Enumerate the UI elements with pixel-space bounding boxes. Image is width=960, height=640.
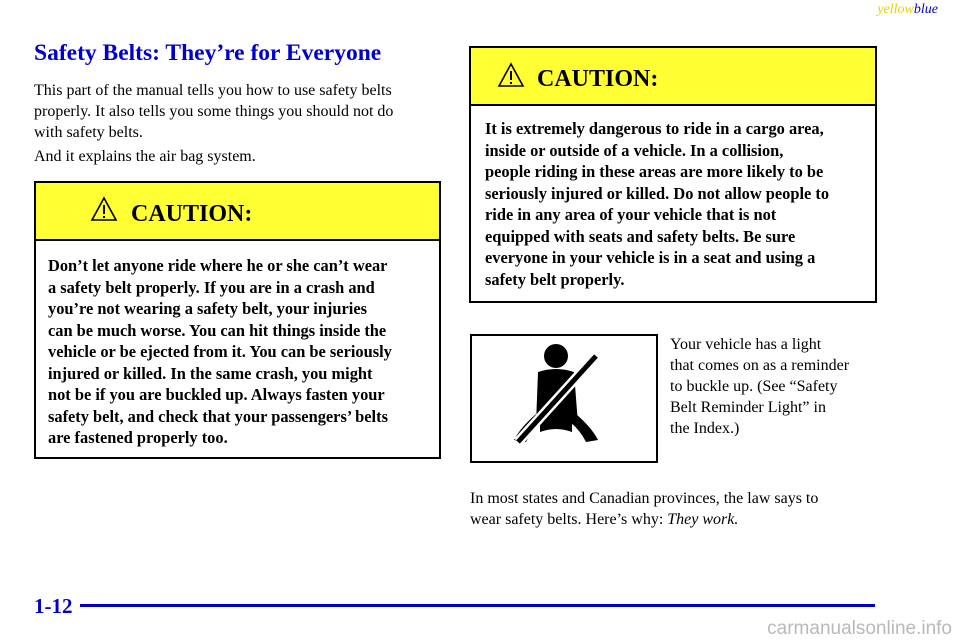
caution-text: It is extremely dangerous to ride in a cargo area, inside or outside of a vehicle. In a collision, people riding in these areas are more likely to be seriously injured or killed. Do not allow people to ride in any area of your vehicle that is not equipped with seats and safety belts. Be sure everyone in your vehicle is in a seat and using a safety belt properly. — [485, 119, 830, 289]
intro-line: with safety belts. — [34, 124, 143, 141]
law-line: wear safety belts. Here’s why: — [470, 511, 668, 528]
intro-line: properly. It also tells you some things you should not do — [34, 103, 394, 120]
law-paragraph — [470, 488, 818, 530]
caution-box-right — [469, 46, 877, 303]
seatbelt-reminder-figure — [470, 334, 658, 463]
warning-triangle-icon — [90, 196, 118, 222]
caution-heading: CAUTION: — [537, 66, 659, 92]
seatbelt-reminder-icon — [472, 336, 656, 461]
law-emphasis: They work. — [667, 511, 739, 528]
page-title: Safety Belts: They’re for Everyone — [34, 40, 382, 66]
intro-line: This part of the manual tells you how to use safety belts — [34, 82, 392, 99]
page-number: 1-12 — [34, 594, 73, 618]
caution-header — [36, 183, 439, 241]
warning-triangle-icon — [497, 62, 525, 88]
watermark: carmanualsonline.info — [767, 618, 952, 639]
law-line: In most states and Canadian provinces, the law says to — [470, 490, 819, 507]
airbag-paragraph: And it explains the air bag system. — [34, 148, 256, 165]
caution-heading: CAUTION: — [131, 201, 253, 227]
caution-text: Don’t let anyone ride where he or she can’t wear a safety belt properly. If you are in a crash and you’re not wearing a safety belt, your injuries can be much worse. You can hit things inside the vehicle or be ejected from it. You can be seriously injured or killed. In the same crash, you might not be if you are buckled up. Always fasten your safety belt, and check that your passengers’ belts are fastened properly too. — [48, 256, 392, 447]
color-marker — [877, 2, 938, 18]
footer-rule — [80, 604, 875, 607]
reminder-paragraph: Your vehicle has a light that comes on as a reminder to buckle up. (See “Safety Belt Reminder Light” in the Index.) — [670, 336, 850, 437]
color-marker-blue: blue — [913, 2, 938, 17]
color-marker-yellow: yellow — [877, 2, 914, 17]
caution-box-left — [34, 181, 441, 459]
intro-paragraph — [34, 80, 444, 143]
caution-header — [471, 48, 875, 106]
